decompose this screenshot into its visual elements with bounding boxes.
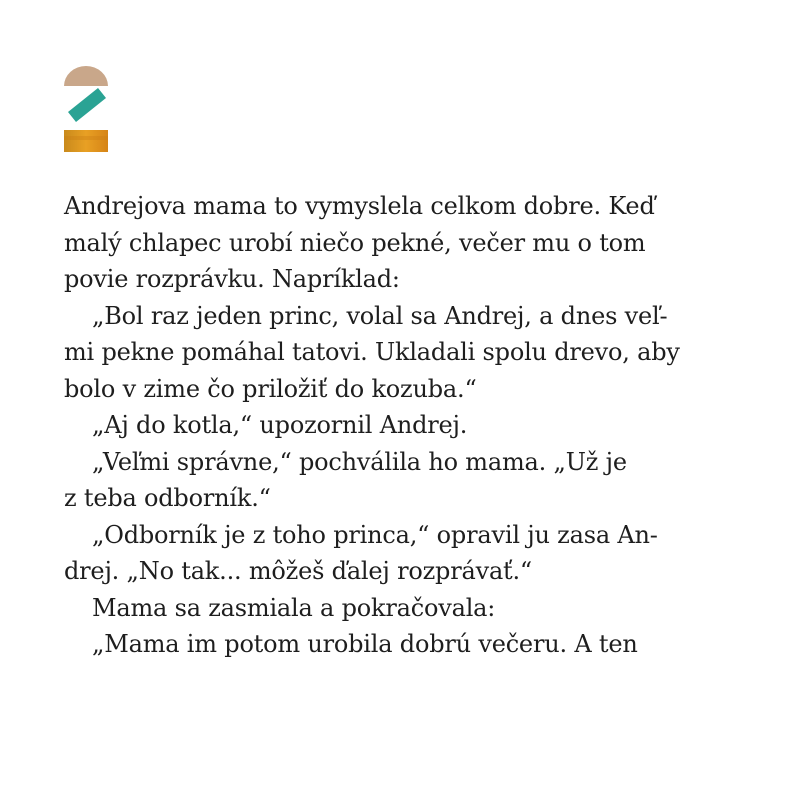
story-line: malý chlapec urobí niečo pekné, večer mu o tom — [64, 228, 646, 257]
story-line: „Bol raz jeden princ, volal sa Andrej, a dnes veľ- — [92, 301, 668, 330]
story-line: drej. „No tak... môžeš ďalej rozprávať.“ — [64, 557, 533, 585]
story-line: bolo v zime čo priložiť do kozuba.“ — [64, 374, 477, 403]
story-line: mi pekne pomáhal tatovi. Ukladali spolu drevo, aby — [64, 338, 680, 366]
story-line: „Veľmi správne,“ pochválila ho mama. „Už je — [92, 447, 627, 476]
story-line: Andrejova mama to vymyslela celkom dobre. Keď — [64, 192, 655, 220]
story-line: z teba odborník.“ — [64, 484, 271, 512]
story-text — [64, 188, 744, 663]
story-line: „Mama im potom urobila dobrú večeru. A ten — [92, 630, 638, 658]
story-line: „Odborník je z toho princa,“ opravil ju zasa An- — [92, 520, 658, 549]
story-line: povie rozprávku. Napríklad: — [64, 265, 400, 293]
chapter-number-icon — [64, 66, 108, 152]
story-line: Mama sa zasmiala a pokračovala: — [92, 593, 496, 622]
story-line: „Aj do kotla,“ upozornil Andrej. — [92, 411, 468, 439]
